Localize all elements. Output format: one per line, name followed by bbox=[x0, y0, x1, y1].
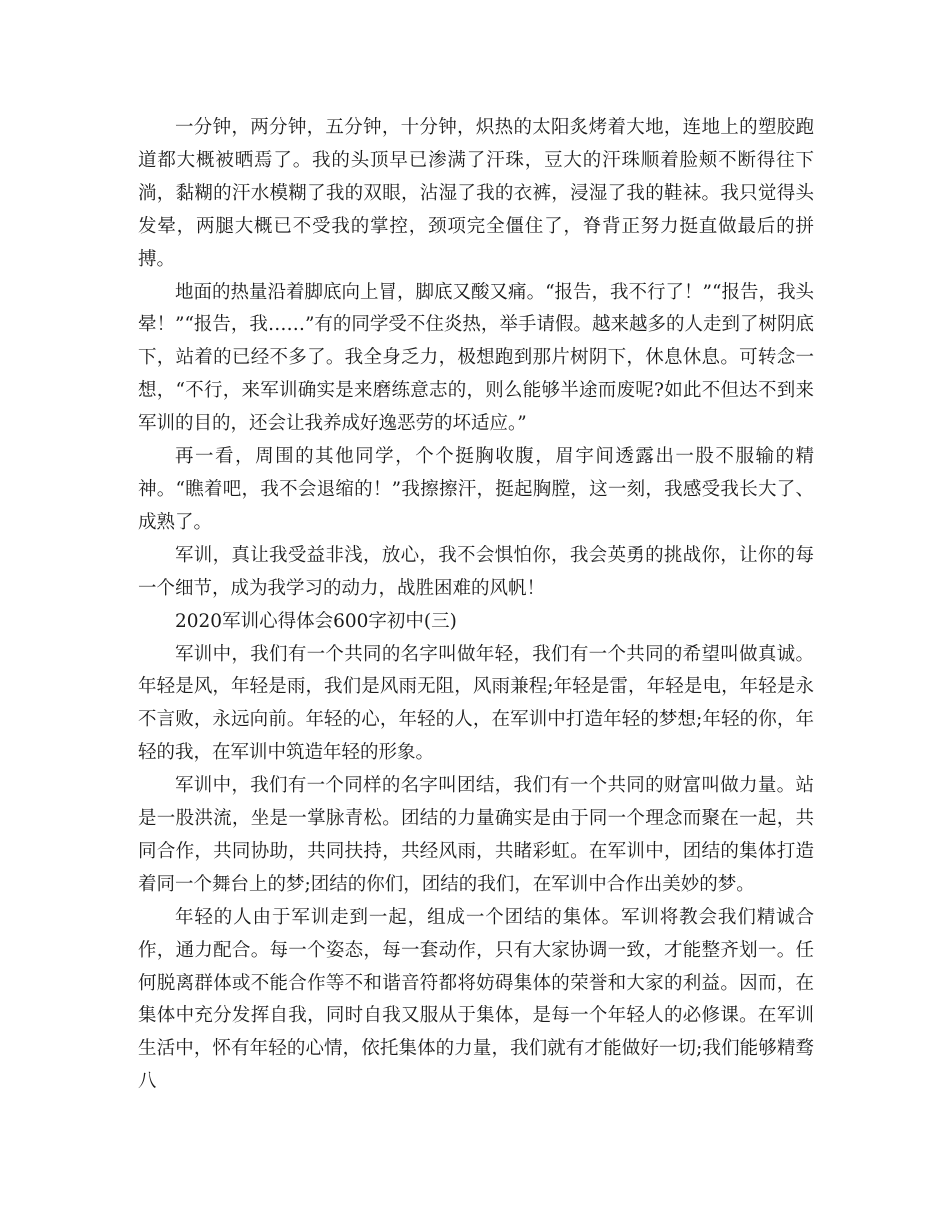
paragraph-2: 地面的热量沿着脚底向上冒，脚底又酸又痛。“报告，我不行了！”“报告，我头晕！”“报告，我……”有的同学受不住炎热，举手请假。越来越多的人走到了树阴底下，站着的已经不多了。我全身乏力，极想跑到那片树阴下，休息休息。可转念一想，“不行，来军训确实是来磨练意志的，则么能够半途而废呢?如此不但达不到来军训的目的，还会让我养成好逸恶劳的坏适应。” bbox=[138, 281, 814, 435]
paragraph-6: 军训中，我们有一个同样的名字叫团结，我们有一个共同的财富叫做力量。站是一股洪流，坐是一掌脉青松。团结的力量确实是由于同一个理念而聚在一起，共同合作，共同协助，共同扶持，共经风雨，共睹彩虹。在军训中，团结的集体打造着同一个舞台上的梦;团结的你们，团结的我们，在军训中合作出美妙的梦。 bbox=[138, 775, 814, 895]
document-page bbox=[138, 112, 814, 1099]
paragraph-4: 军训，真让我受益非浅，放心，我不会惧怕你，我会英勇的挑战你，让你的每一个细节，成为我学习的动力，战胜困难的风帆！ bbox=[138, 544, 814, 599]
section-heading: 2020军训心得体会600字初中(三) bbox=[175, 610, 457, 632]
paragraph-3: 再一看，周围的其他同学，个个挺胸收腹，眉宇间透露出一股不服输的精神。“瞧着吧，我不会退缩的！”我擦擦汗，挺起胸膛，这一刻，我感受我长大了、成熟了。 bbox=[138, 446, 814, 533]
paragraph-7: 年轻的人由于军训走到一起，组成一个团结的集体。军训将教会我们精诚合作，通力配合。每一个姿态，每一套动作，只有大家协调一致，才能整齐划一。任何脱离群体或不能合作等不和谐音符都将妨碍集体的荣誉和大家的利益。因而，在集体中充分发挥自我，同时自我又服从于集体，是每一个年轻人的必修课。在军训生活中，怀有年轻的心情，依托集体的力量，我们就有才能做好一切;我们能够精骛八 bbox=[138, 906, 814, 1093]
paragraph-5: 军训中，我们有一个共同的名字叫做年轻，我们有一个共同的希望叫做真诚。年轻是风，年轻是雨，我们是风雨无阻，风雨兼程;年轻是雷，年轻是电，年轻是永不言败，永远向前。年轻的心，年轻的人，在军训中打造年轻的梦想;年轻的你，年轻的我，在军训中筑造年轻的形象。 bbox=[138, 643, 814, 764]
paragraph-1: 一分钟，两分钟，五分钟，十分钟，炽热的太阳炙烤着大地，连地上的塑胶跑道都大概被晒焉了。我的头顶早已渗满了汗珠，豆大的汗珠顺着脸颊不断得往下淌，黏糊的汗水模糊了我的双眼，沾湿了我的衣裤，浸湿了我的鞋袜。我只觉得头发晕，两腿大概已不受我的掌控，颈项完全僵住了，脊背正努力挺直做最后的拼搏。 bbox=[138, 117, 814, 270]
